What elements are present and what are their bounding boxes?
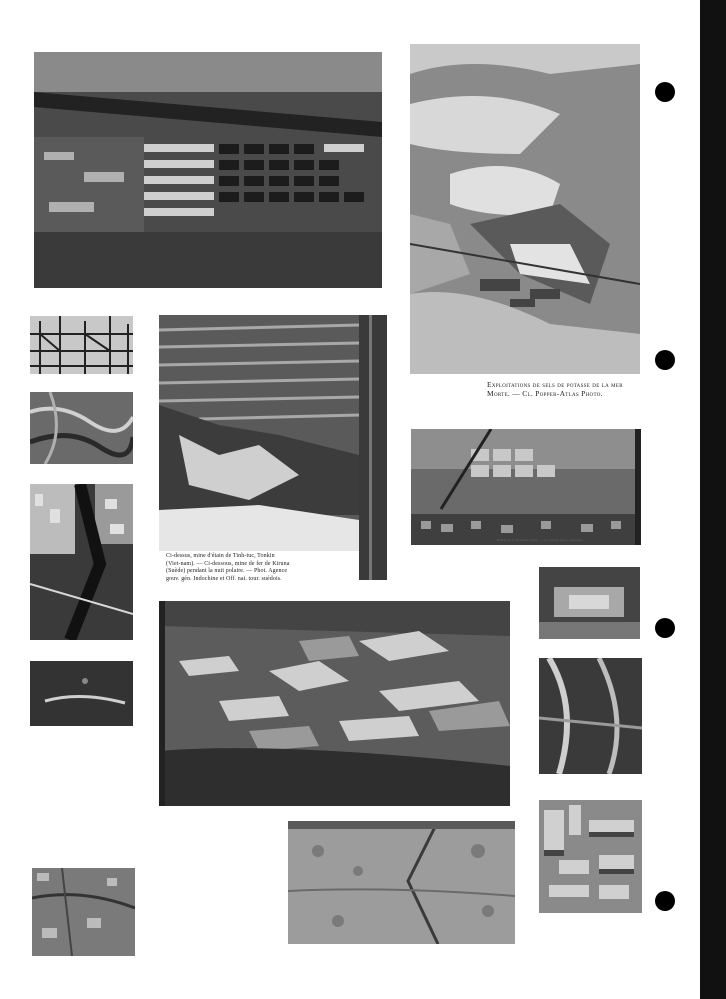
binder-hole	[655, 891, 675, 911]
binder-hole	[655, 350, 675, 370]
photo-countryside-fields	[159, 601, 510, 806]
photo-dense-terrain	[539, 658, 642, 774]
binder-hole	[655, 618, 675, 638]
caption-potash: Exploitations de sels de potasse de la mer Morte. — Cl. Popper-Atlas Photo.	[487, 380, 623, 399]
photo-factory-aerial	[34, 52, 382, 288]
caption-line: (Suède) pendant la nuit polaire. — Phot. Agence	[166, 568, 288, 574]
caption-tin-mine	[166, 553, 356, 583]
photo-model-building	[539, 567, 640, 639]
caption-line: (Viet-nam). — Ci-dessous, mine de fer de Kiruna	[166, 560, 290, 567]
photo-terrain-texture	[30, 392, 133, 464]
photo-tin-mine-terraces	[159, 315, 359, 551]
photo-city-blocks	[539, 800, 642, 913]
page-edge	[700, 0, 726, 999]
caption-line: Ci-dessus, mine d'étain de Tinh-tuc, Tonkin	[166, 553, 275, 559]
binder-hole	[655, 82, 675, 102]
caption-line: gouv. gén. Indochine et Off. nat. tour. suédois.	[166, 575, 282, 582]
photo-desert-road	[288, 821, 515, 944]
photo-city-canal	[30, 484, 133, 640]
caption-ponds: Bassin de la Dombes (Ain). — Cl. Aérien photo-aérienne.	[496, 538, 584, 542]
photo-scaffold	[30, 316, 133, 374]
photo-ponds-fields	[411, 429, 641, 545]
photo-dead-sea-potash	[410, 44, 640, 374]
photo-dark-coast	[30, 661, 133, 726]
photo-town-aerial	[32, 868, 135, 956]
book-spine	[359, 315, 387, 580]
